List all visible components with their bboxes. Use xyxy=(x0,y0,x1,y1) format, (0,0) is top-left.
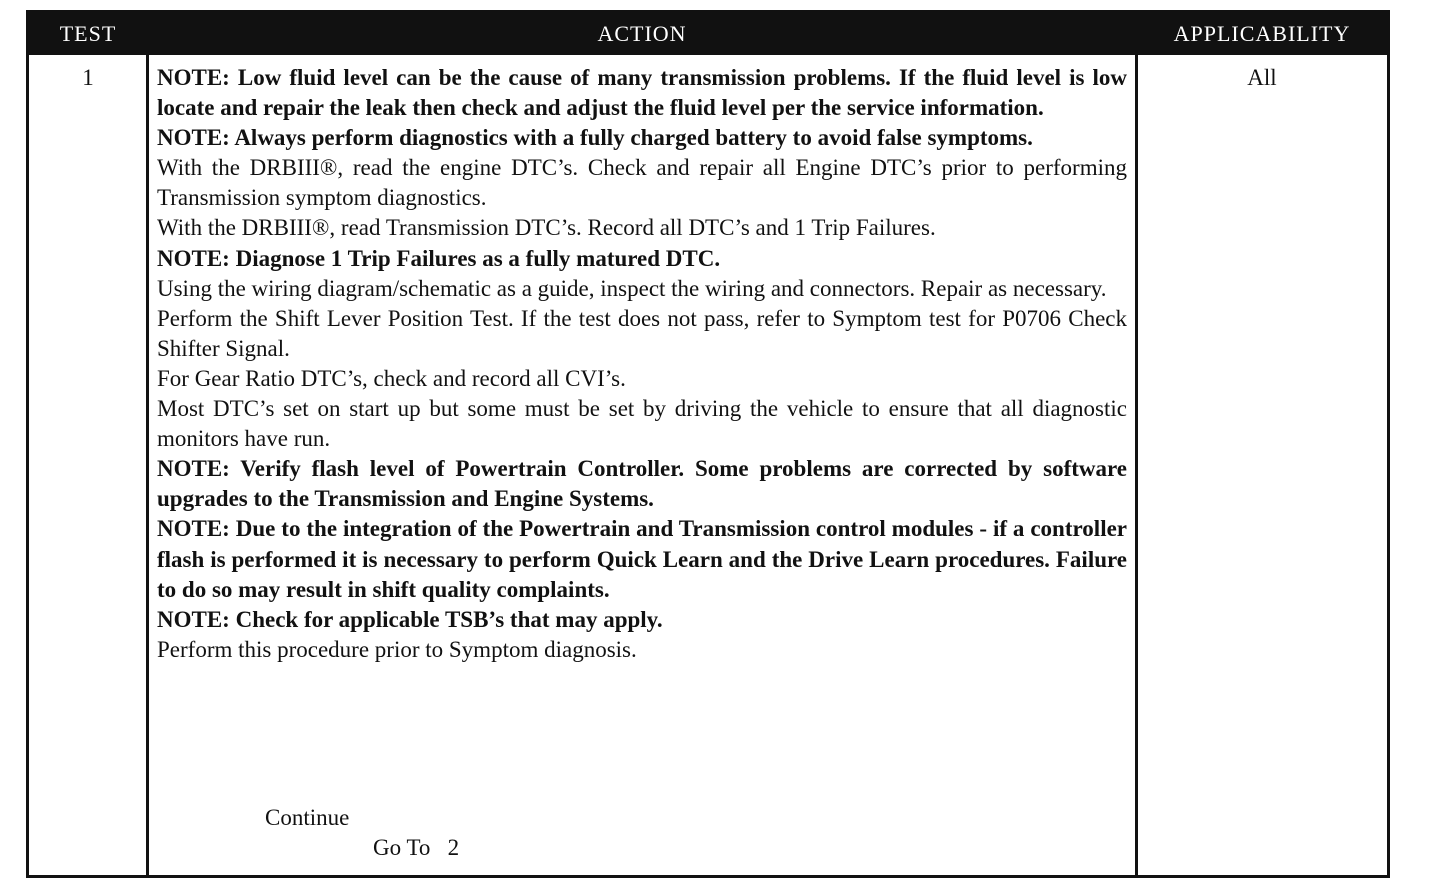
note-controller-flash: NOTE: Due to the integration of the Powertrain and Transmission control modules - if a controller flash is performed it is necessary to perform Quick Learn and the Drive Learn procedures. Failure to do so may result in shift quality complaints. xyxy=(157,516,1127,602)
goto-link[interactable]: Go To 2 xyxy=(373,835,460,860)
table-header xyxy=(29,13,1387,55)
test-number: 1 xyxy=(82,65,94,90)
step-engine-dtc: With the DRBIII®, read the engine DTC’s. Check and repair all Engine DTC’s prior to performing Transmission symptom diagnostics. xyxy=(157,155,1127,211)
step-shift-lever-test: Perform the Shift Lever Position Test. If the test does not pass, refer to Symptom test for P0706 Check Shifter Signal. xyxy=(157,305,1127,361)
step-transmission-dtc: With the DRBIII®, read Transmission DTC’s. Record all DTC’s and 1 Trip Failures. xyxy=(157,215,936,241)
step-gear-ratio: For Gear Ratio DTC’s, check and record all CVI’s. xyxy=(157,365,626,391)
applicability-value: All xyxy=(1247,65,1277,90)
header-action: ACTION xyxy=(597,21,687,46)
note-tsb: NOTE: Check for applicable TSB’s that may apply. xyxy=(157,606,663,632)
note-trip-failures: NOTE: Diagnose 1 Trip Failures as a fully matured DTC. xyxy=(157,245,721,271)
step-wiring-inspection: Using the wiring diagram/schematic as a guide, inspect the wiring and connectors. Repair as necessary. xyxy=(157,275,1107,301)
step-perform-prior: Perform this procedure prior to Symptom diagnosis. xyxy=(157,636,637,662)
column-divider xyxy=(146,55,149,875)
step-start-up-dtc: Most DTC’s set on start up but some must be set by driving the vehicle to ensure that all diagnostic monitors have run. xyxy=(157,396,1127,452)
diagnostic-table xyxy=(26,10,1390,878)
header-applicability: APPLICABILITY xyxy=(1173,21,1351,46)
note-charged-battery: NOTE: Always perform diagnostics with a fully charged battery to avoid false symptoms. xyxy=(157,125,1033,151)
action-cell xyxy=(157,63,1127,665)
column-divider xyxy=(1135,55,1138,875)
continue-label: Continue xyxy=(265,805,350,830)
header-test: TEST xyxy=(59,21,117,46)
note-flash-level: NOTE: Verify flash level of Powertrain Controller. Some problems are corrected by software upgrades to the Transmission and Engine Systems. xyxy=(157,456,1127,512)
note-low-fluid: NOTE: Low fluid level can be the cause of many transmission problems. If the fluid level is low locate and repair the leak then check and adjust the fluid level per the service information. xyxy=(157,65,1127,121)
